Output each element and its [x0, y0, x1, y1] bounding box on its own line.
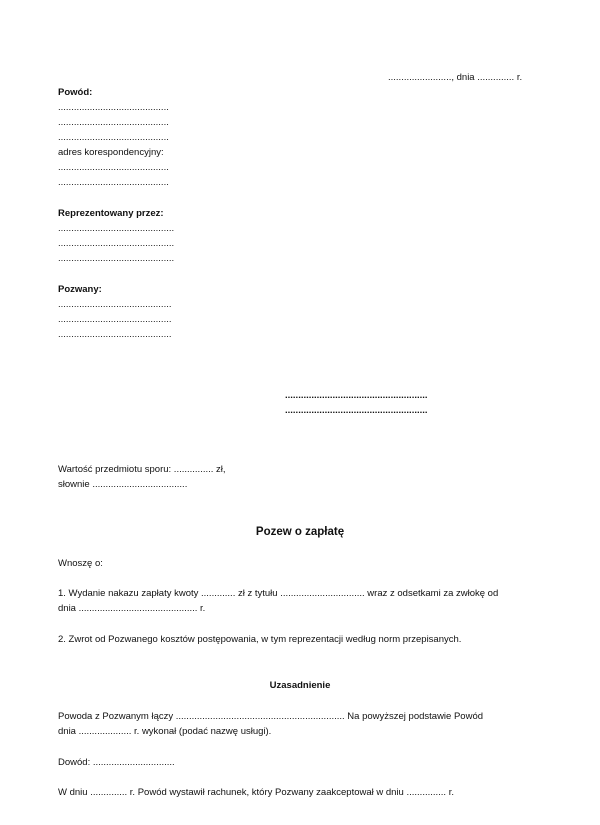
representative-line: ............................................ — [58, 238, 175, 249]
defendant-label: Pozwany: — [58, 284, 102, 295]
justification-heading: Uzasadnienie — [269, 680, 331, 691]
document-title: Pozew o zapłatę — [255, 526, 345, 538]
plaintiff-block — [58, 85, 169, 190]
representative-line: ............................................ — [58, 253, 175, 264]
justification-paragraph-2: W dniu .............. r. Powód wystawił rachunek, który Pozwany zaakceptował w dniu ............... r. — [58, 787, 454, 798]
court-line: ...................................................... — [285, 390, 428, 401]
representative-block — [58, 206, 174, 266]
request-item-1-line-2: dnia ............................................. r. — [58, 603, 206, 614]
representative-line: ............................................ — [58, 223, 175, 234]
claim-value-block — [58, 462, 226, 492]
defendant-block — [58, 282, 172, 342]
evidence-line: Dowód: ............................... — [58, 757, 175, 768]
plaintiff-line: .......................................... — [58, 132, 169, 143]
place-date-line: ........................, dnia .............. r. — [388, 72, 523, 83]
court-line: ...................................................... — [285, 405, 428, 416]
request-item-2: 2. Zwrot od Pozwanego kosztów postępowania, w tym reprezentacji według norm przepisanych. — [58, 634, 462, 645]
correspondence-line: .......................................... — [58, 162, 169, 173]
claim-value-words-line: słownie .................................... — [58, 479, 188, 490]
defendant-line: ........................................... — [58, 314, 172, 325]
claim-value-line: Wartość przedmiotu sporu: ............... zł, — [58, 464, 226, 475]
justification-paragraph-1-line-1: Powoda z Pozwanym łączy ................................................................ Na powyższej podstawie Powód — [58, 711, 484, 722]
defendant-line: ........................................... — [58, 329, 172, 340]
request-item-1 — [58, 586, 544, 616]
request-intro: Wnoszę o: — [58, 558, 103, 569]
correspondence-line: .......................................... — [58, 177, 169, 188]
defendant-line: ........................................... — [58, 299, 172, 310]
plaintiff-label: Powód: — [58, 87, 93, 98]
plaintiff-line: .......................................... — [58, 117, 169, 128]
representative-label: Reprezentowany przez: — [58, 208, 164, 219]
justification-paragraph-1-line-2: dnia .................... r. wykonał (podać nazwę usługi). — [58, 726, 272, 737]
request-item-1-line-1: 1. Wydanie nakazu zapłaty kwoty ............. zł z tytułu ................................ wraz z odsetkami za zwłokę od — [58, 588, 499, 599]
correspondence-address-label: adres korespondencyjny: — [58, 147, 164, 158]
plaintiff-line: .......................................... — [58, 102, 169, 113]
court-address-block — [285, 388, 428, 418]
justification-paragraph-1 — [58, 709, 544, 739]
